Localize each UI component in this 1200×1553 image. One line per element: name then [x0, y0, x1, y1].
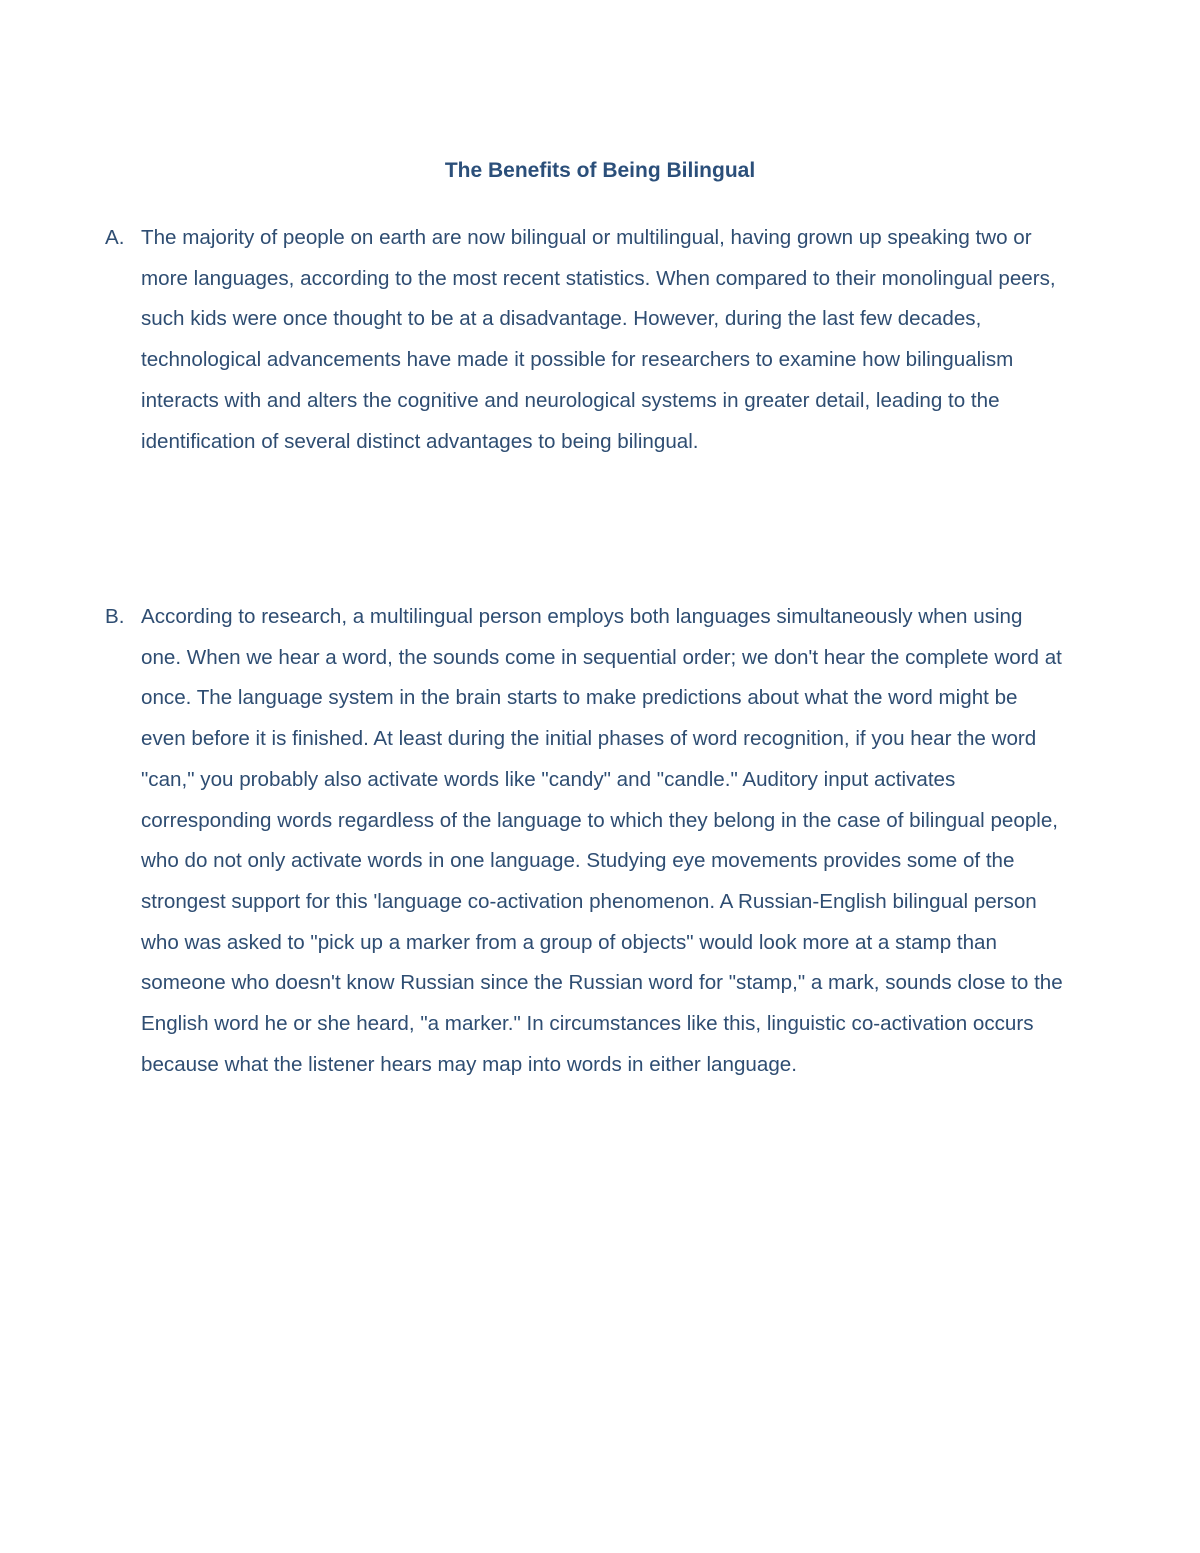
document-title: The Benefits of Being Bilingual — [444, 159, 756, 182]
list-marker-b: B. — [105, 605, 125, 628]
list-item-b — [105, 597, 1065, 1085]
paragraph-b: According to research, a multilingual person employs both languages simultaneously when using one. When we hear a word, the sounds come in sequential order; we don't hear the complete word at once. The language system in the brain starts to make predictions about what the word might be even before it is finished. At least during the initial phases of word recognition, if you hear the word "can," you probably also activate words like "candy" and "candle." Auditory input activates corresponding words regardless of the language to which they belong in the case of bilingual people, who do not only activate words in one language. Studying eye movements provides some of the strongest support for this 'language co-activation phenomenon. A Russian-English bilingual person who was asked to "pick up a marker from a group of objects" would look more at a stamp than someone who doesn't know Russian since the Russian word for "stamp," a mark, sounds close to the English word he or she heard, "a marker." In circumstances like this, linguistic co-activation occurs because what the listener hears may map into words in either language. — [141, 605, 1063, 1076]
list-item-a — [105, 218, 1065, 462]
list-marker-a: A. — [105, 226, 125, 249]
paragraph-a: The majority of people on earth are now bilingual or multilingual, having grown up speaking two or more languages, according to the most recent statistics. When compared to their monolingual peers, such kids were once thought to be at a disadvantage. However, during the last few decades, technological advancements have made it possible for researchers to examine how bilingualism interacts with and alters the cognitive and neurological systems in greater detail, leading to the identification of several distinct advantages to being bilingual. — [141, 226, 1056, 453]
